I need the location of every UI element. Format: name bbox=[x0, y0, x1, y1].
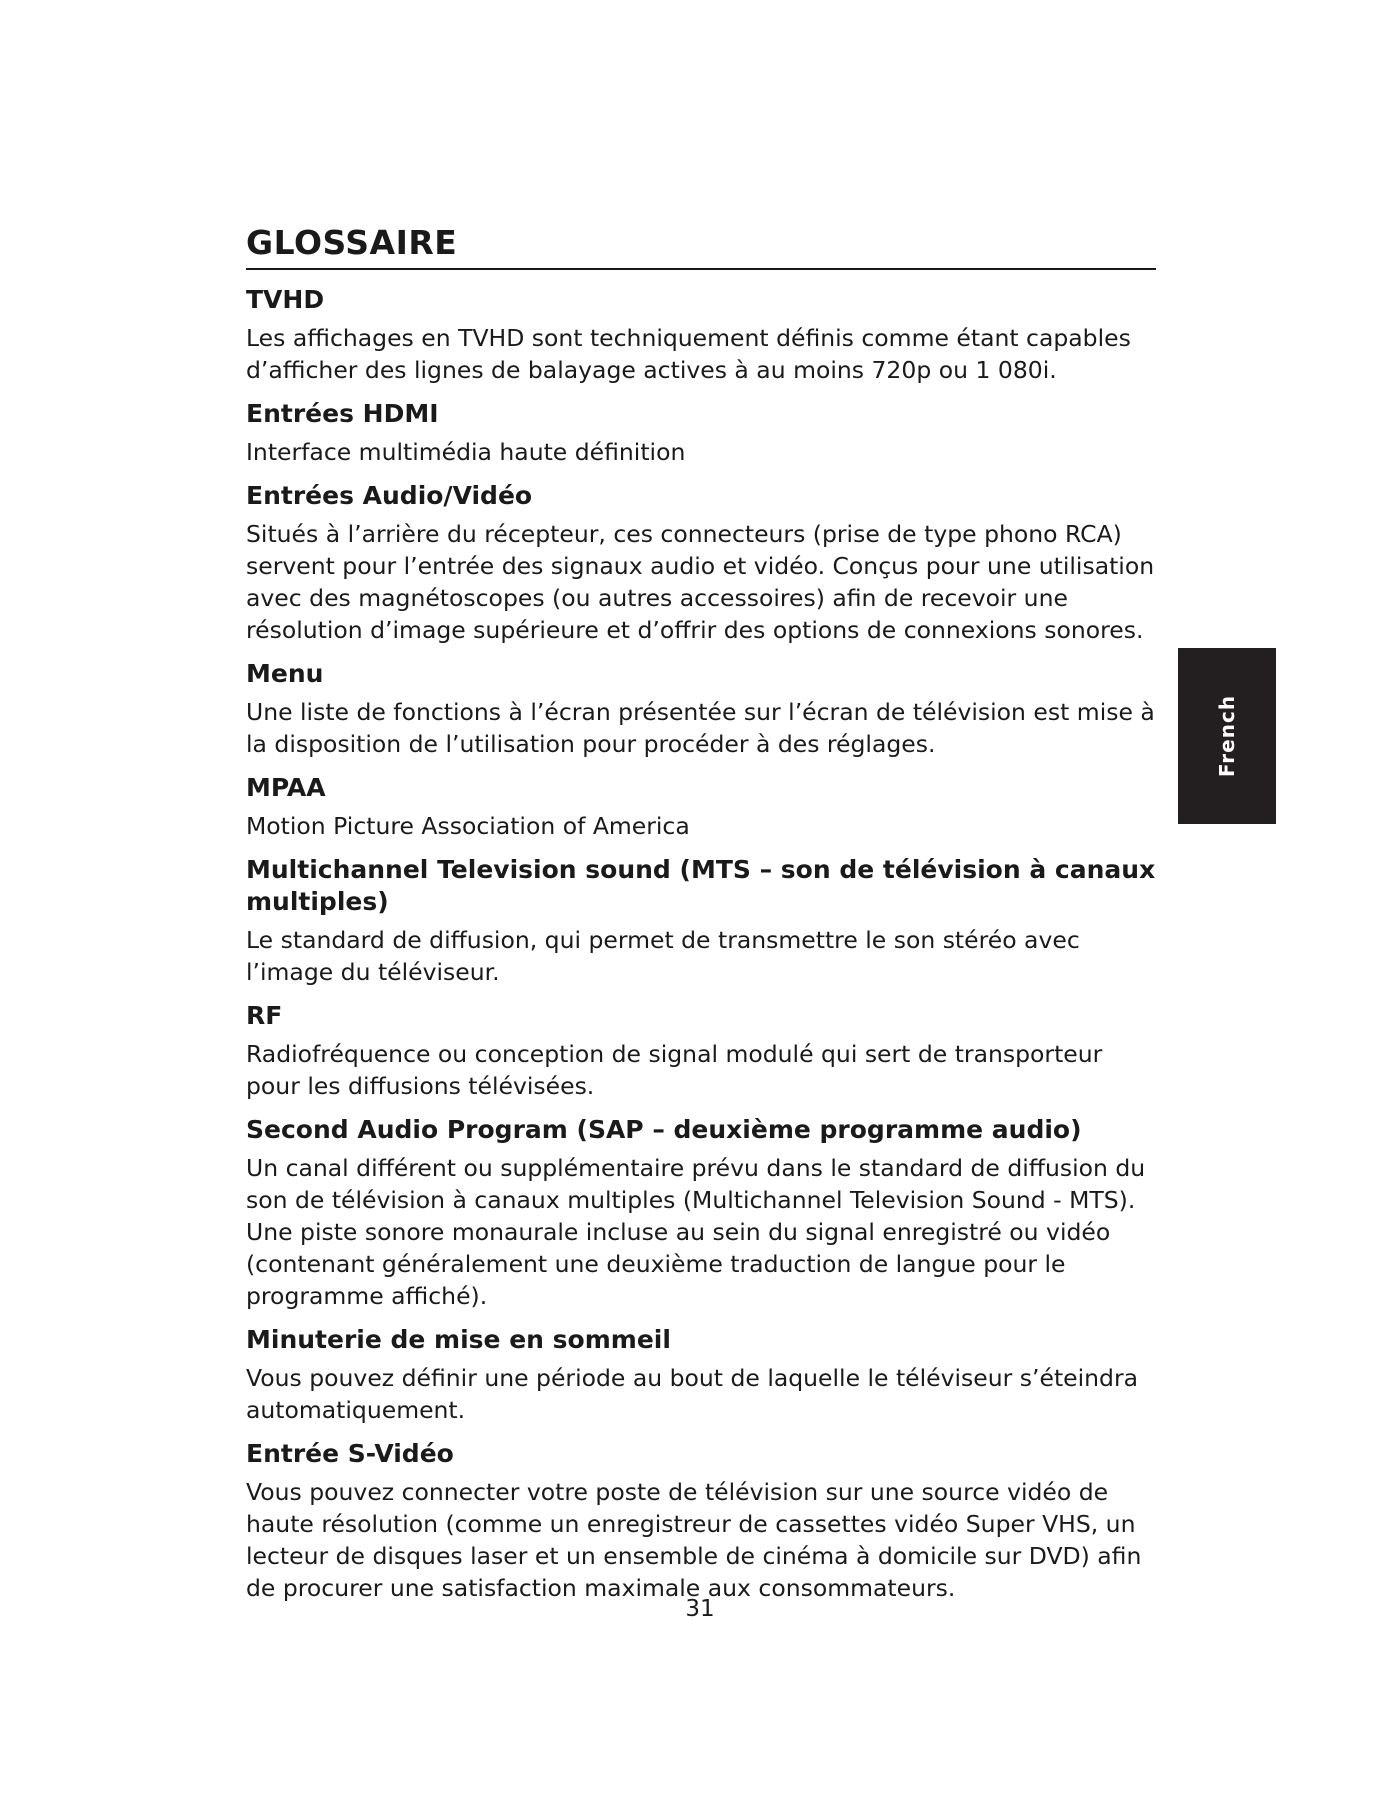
glossary-definition: Un canal différent ou supplémentaire prévu dans le standard de diffusion du son de télévision à canaux multiples (Multichannel Television Sound - MTS). Une piste sonore monaurale incluse au sein du signal enregistré ou vidéo (contenant généralement une deuxième traduction de langue pour le programme affiché). bbox=[246, 1154, 1146, 1310]
glossary-term: Second Audio Program (SAP – deuxième programme audio) bbox=[246, 1115, 1082, 1144]
glossary-term: MPAA bbox=[246, 773, 326, 802]
glossary-term: RF bbox=[246, 1001, 283, 1030]
glossary-definition: Le standard de diffusion, qui permet de transmettre le son stéréo avec l’image du téléviseur. bbox=[246, 926, 1080, 986]
glossary-term: Entrée S-Vidéo bbox=[246, 1439, 454, 1468]
glossary-term: TVHD bbox=[246, 285, 325, 314]
language-side-tab bbox=[1178, 648, 1276, 824]
glossary-definition: Radiofréquence ou conception de signal modulé qui sert de transporteur pour les diffusions télévisées. bbox=[246, 1040, 1103, 1100]
glossary-term: Entrées HDMI bbox=[246, 399, 439, 428]
page-number: 31 bbox=[685, 1596, 715, 1622]
glossary-term: Multichannel Television sound (MTS – son de télévision à canaux multiples) bbox=[246, 855, 1156, 916]
glossary-definition: Vous pouvez connecter votre poste de télévision sur une source vidéo de haute résolution (comme un enregistreur de cassettes vidéo Super VHS, un lecteur de disques laser et un ensemble de cinéma à domicile sur DVD) afin de procurer une satisfaction maximale aux consommateurs. bbox=[246, 1478, 1142, 1602]
glossary-definition: Les affichages en TVHD sont techniquement définis comme étant capables d’afficher des lignes de balayage actives à au moins 720p ou 1 080i. bbox=[246, 324, 1131, 384]
glossary-definition: Interface multimédia haute définition bbox=[246, 438, 686, 466]
glossary-term: Minuterie de mise en sommeil bbox=[246, 1325, 671, 1354]
page-title: GLOSSAIRE bbox=[246, 222, 1156, 270]
glossary-definition: Motion Picture Association of America bbox=[246, 812, 690, 840]
glossary-term: Entrées Audio/Vidéo bbox=[246, 481, 533, 510]
glossary-content bbox=[246, 222, 1156, 1604]
language-tab-label: French bbox=[1215, 694, 1239, 778]
glossary-definition: Une liste de fonctions à l’écran présentée sur l’écran de télévision est mise à la disposition de l’utilisation pour procéder à des réglages. bbox=[246, 698, 1155, 758]
glossary-definition: Situés à l’arrière du récepteur, ces connecteurs (prise de type phono RCA) servent pour l’entrée des signaux audio et vidéo. Conçus pour une utilisation avec des magnétoscopes (ou autres accessoires) afin de recevoir une résolution d’image supérieure et d’offrir des options de connexions sonores. bbox=[246, 520, 1155, 644]
glossary-term: Menu bbox=[246, 659, 324, 688]
glossary-definition: Vous pouvez définir une période au bout de laquelle le téléviseur s’éteindra automatiquement. bbox=[246, 1364, 1139, 1424]
